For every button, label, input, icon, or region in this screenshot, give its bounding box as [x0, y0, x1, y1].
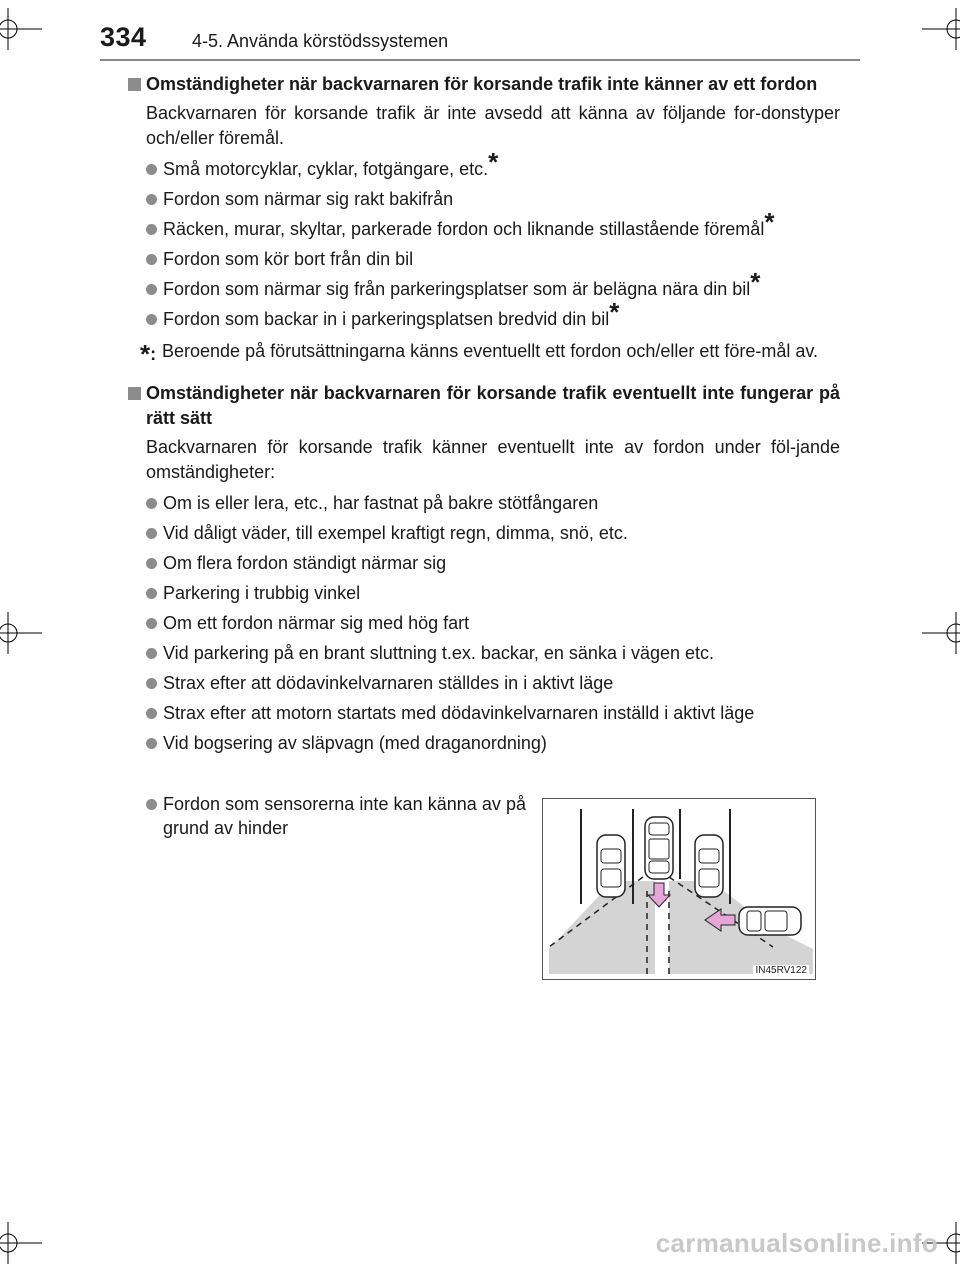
list-item: Vid parkering på en brant sluttning t.ex. backar, en sänka i vägen etc. [146, 641, 840, 665]
crop-mark-top-left [0, 8, 42, 50]
parked-car-left [597, 835, 625, 897]
footnote-asterisk: * [750, 267, 761, 297]
circle-bullet-icon [146, 314, 157, 325]
circle-bullet-icon [146, 528, 157, 539]
footnote-asterisk: * [764, 207, 775, 237]
square-bullet-icon [128, 387, 141, 400]
parked-car-right [695, 835, 723, 897]
section1-intro: Backvarnaren för korsande trafik är inte avsedd att känna av följande for-donstyper och/eller föremål. [146, 103, 840, 148]
list-item: Fordon som kör bort från din bil [146, 247, 840, 271]
section2-intro: Backvarnaren för korsande trafik känner eventuellt inte av fordon under föl-jande omständigheter: [146, 437, 840, 482]
circle-bullet-icon [146, 678, 157, 689]
circle-bullet-icon [146, 738, 157, 749]
figure-code: IN45RV122 [755, 965, 807, 976]
list-item: Om is eller lera, etc., har fastnat på bakre stötfångaren [146, 491, 840, 515]
circle-bullet-icon [146, 284, 157, 295]
page-number: 334 [100, 22, 147, 52]
list-item: Fordon som närmar sig från parkeringsplatser som är belägna nära din bil* [146, 277, 840, 301]
list-item: Parkering i trubbig vinkel [146, 581, 840, 605]
square-bullet-icon [128, 78, 141, 91]
parking-diagram [543, 799, 815, 979]
circle-bullet-icon [146, 799, 157, 810]
list-item: Vid bogsering av släpvagn (med draganordning) [146, 731, 840, 755]
list-item: Om flera fordon ständigt närmar sig [146, 551, 840, 575]
circle-bullet-icon [146, 224, 157, 235]
circle-bullet-icon [146, 648, 157, 659]
footnote: *: Beroende på förutsättningarna känns eventuellt ett fordon och/eller ett före-mål av. [140, 339, 819, 369]
footnote-asterisk: * [609, 297, 620, 327]
list-item: Vid dåligt väder, till exempel kraftigt regn, dimma, snö, etc. [146, 521, 840, 545]
circle-bullet-icon [146, 708, 157, 719]
list-item: Om ett fordon närmar sig med hög fart [146, 611, 840, 635]
list-item: Strax efter att dödavinkelvarnaren ställdes in i aktivt läge [146, 671, 840, 695]
header-rule [100, 59, 860, 61]
section-heading-1: Omständigheter när backvarnaren för korsande trafik inte känner av ett fordon [128, 72, 840, 97]
approaching-car [739, 907, 801, 935]
section-heading-2: Omständigheter när backvarnaren för korsande trafik eventuellt inte fungerar på rätt sätt [128, 381, 840, 431]
list-item: Fordon som backar in i parkeringsplatsen bredvid din bil* [146, 307, 840, 331]
list-item: Fordon som sensorerna inte kan känna av på grund av hinder [146, 792, 526, 840]
crop-mark-mid-right [922, 612, 960, 654]
circle-bullet-icon [146, 194, 157, 205]
circle-bullet-icon [146, 498, 157, 509]
circle-bullet-icon [146, 164, 157, 175]
list-item: Små motorcyklar, cyklar, fotgängare, etc.* [146, 157, 840, 181]
page-content [128, 72, 840, 755]
circle-bullet-icon [146, 588, 157, 599]
section-title: 4-5. Använda körstödssystemen [192, 31, 449, 51]
watermark: carmanualsonline.info [655, 1228, 938, 1258]
crop-mark-bottom-left [0, 1222, 42, 1264]
list-item: Strax efter att motorn startats med dödavinkelvarnaren inställd i aktivt läge [146, 701, 840, 725]
list-item: Räcken, murar, skyltar, parkerade fordon och liknande stillastående föremål* [146, 217, 840, 241]
circle-bullet-icon [146, 558, 157, 569]
list-item: Fordon som närmar sig rakt bakifrån [146, 187, 840, 211]
crop-mark-top-right [922, 8, 960, 50]
footnote-asterisk: * [488, 147, 499, 177]
circle-bullet-icon [146, 254, 157, 265]
circle-bullet-icon [146, 618, 157, 629]
parking-illustration [542, 798, 816, 980]
crop-mark-mid-left [0, 612, 42, 654]
own-car [645, 817, 673, 879]
